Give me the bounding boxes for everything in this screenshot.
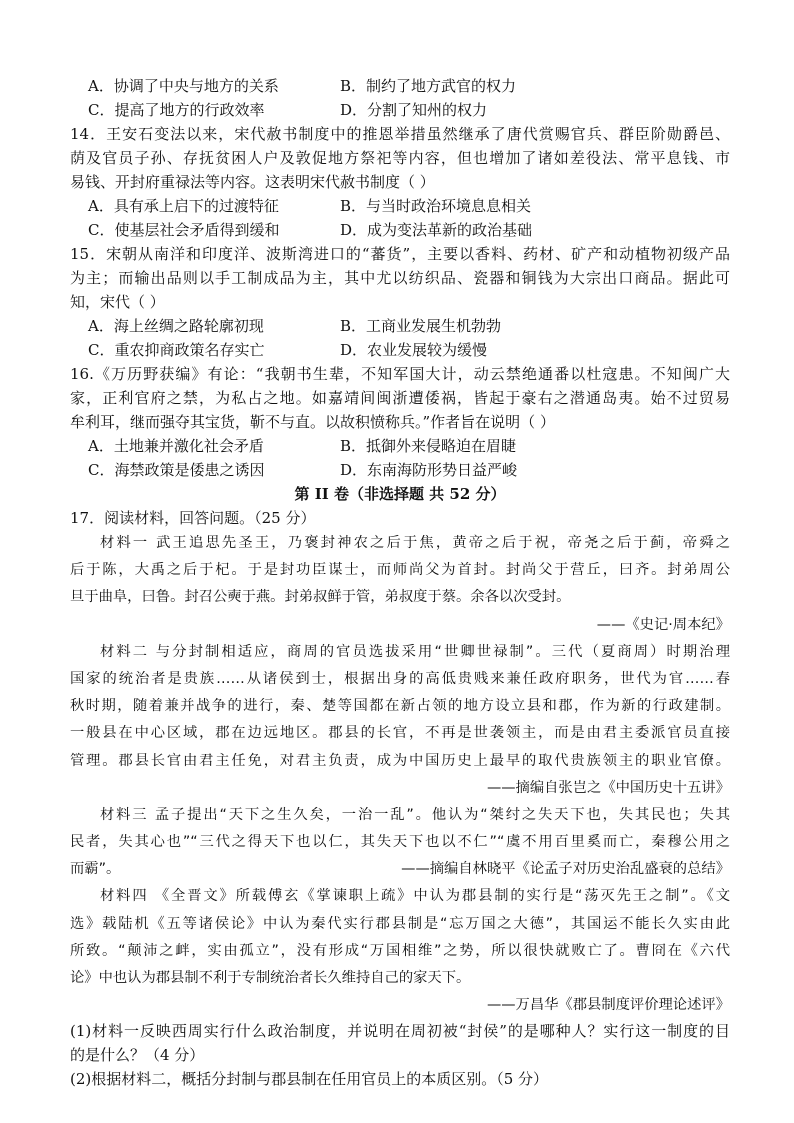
material-1-line: 后于陈，大禹之后于杞。于是封功臣谋士，而师尚父为首封。封尚父于营丘，曰齐。封弟周公 bbox=[70, 562, 730, 579]
q15-stem-line: 知，宋代（ ） bbox=[70, 293, 165, 311]
q14-option-c: C．使基层社会矛盾得到缓和 bbox=[88, 221, 280, 239]
section-title: 第 II 卷（非选择题 共 52 分） bbox=[294, 485, 506, 503]
q16-stem-line: 牟利耳，继而强夺其宝货，靳不与直。以故积愤称兵。”作者旨在说明（ ） bbox=[70, 413, 555, 431]
material-2-line: 秋时期，随着兼并战争的进行，秦、楚等国都在新占领的地方设立县和郡，作为新的行政建制。 bbox=[70, 698, 730, 715]
material-2-line: 国家的统治者是贵族……从诸侯到士，根据出身的高低贵贱来兼任政府职务，世代为官……春 bbox=[70, 670, 730, 687]
q16-options-row-2 bbox=[70, 458, 730, 482]
q16-option-a: A．土地兼并激化社会矛盾 bbox=[88, 437, 264, 455]
q14-stem-line: 易钱、开封府重禄法等内容。这表明宋代赦书制度（ ） bbox=[70, 173, 435, 191]
material-2-line: 管理。郡县长官由君主任免，对君主负责，成为中国历史上最早的取代贵族领主的职业官僚。 bbox=[70, 752, 730, 769]
q16-options-row-1 bbox=[70, 434, 730, 458]
q13-options-row-1 bbox=[70, 74, 730, 98]
q13-option-b: B．制约了地方武官的权力 bbox=[340, 77, 517, 95]
q16-option-c: C．海禁政策是倭患之诱因 bbox=[88, 461, 265, 479]
q16-option-b: B．抵御外来侵略迫在眉睫 bbox=[340, 437, 517, 455]
material-2-line: 一般县在中心区域，郡在边远地区。郡县的长官，不再是世袭领主，而是由君主委派官员直接 bbox=[70, 725, 730, 742]
material-4-line: 论》中也认为郡县制不利于专制统治者长久维持自己的家天下。 bbox=[70, 970, 471, 986]
exam-page bbox=[70, 74, 730, 1091]
material-4-source: ——万昌华《郡县制度评价理论述评》 bbox=[486, 997, 730, 1014]
q17-sub2: (2)根据材料二，概括分封制与郡县制在任用官员上的本质区别。（5 分） bbox=[70, 1070, 549, 1089]
q16-stem-line: 家，正利官府之禁，为私占之地。如嘉靖间闽浙遭倭祸，皆起于豪右之潜通岛夷。始不过贸易 bbox=[70, 389, 730, 407]
material-3-last-row bbox=[70, 856, 730, 883]
material-3-source: ——摘编自林晓平《论孟子对历史治乱盛衰的总结》 bbox=[401, 861, 730, 878]
q16-option-d: D．东南海防形势日益严峻 bbox=[340, 461, 518, 479]
material-2-line: 材料二 与分封制相适应，商周的官员选拔采用“世卿世禄制”。三代（夏商周）时期治理 bbox=[100, 643, 730, 660]
q15-stem-line: 为主；而输出品则以手工制成品为主，其中尤以纺织品、瓷器和铜钱为大宗出口商品。据此可 bbox=[70, 269, 730, 287]
q14-stem-line: 荫及官员子孙、存抚贫困人户及敦促地方祭祀等内容，但也增加了诸如差役法、常平息钱、市 bbox=[70, 149, 730, 167]
material-3-line: 而霸”。 bbox=[70, 861, 121, 878]
material-2-source: ——摘编自张岂之《中国历史十五讲》 bbox=[486, 779, 730, 796]
q15-stem-line: 15．宋朝从南洋和印度洋、波斯湾进口的“蕃货”，主要以香料、药材、矿产和动植物初级产品 bbox=[70, 245, 730, 263]
q15-option-b: B．工商业发展生机勃勃 bbox=[340, 317, 502, 335]
q15-option-d: D．农业发展较为缓慢 bbox=[340, 341, 488, 359]
material-4-line: 所致。“颠沛之衅，实由孤立”，没有形成“万国相维”之势，所以很快就败亡了。曹冏在《六代 bbox=[70, 942, 730, 959]
q14-options-row-2 bbox=[70, 218, 730, 242]
q13-option-a: A．协调了中央与地方的关系 bbox=[88, 77, 279, 95]
material-4-line: 选》载陆机《五等诸侯论》中认为秦代实行郡县制是“忘万国之大德”，其国运不能长久实由此 bbox=[70, 915, 730, 932]
q15-options-row-1 bbox=[70, 314, 730, 338]
material-3-line: 民者，失其心也”“三代之得天下也以仁，其失天下也以不仁”“虞不用百里奚而亡，秦穆公用之 bbox=[70, 834, 730, 851]
q16-stem-line: 16.《万历野获编》有论：“我朝书生辈，不知军国大计，动云禁绝通番以杜寇患。不知闽广大 bbox=[70, 365, 730, 383]
material-1-line: 材料一 武王追思先圣王，乃褒封神农之后于焦，黄帝之后于祝，帝尧之后于蓟，帝舜之 bbox=[100, 535, 730, 551]
q14-option-d: D．成为变法革新的政治基础 bbox=[340, 221, 533, 239]
q14-options-row-1 bbox=[70, 194, 730, 218]
material-1-source: ——《史记·周本纪》 bbox=[596, 616, 730, 633]
q17-sub1-line: 的是什么？（4 分） bbox=[70, 1046, 205, 1065]
q13-option-d: D．分割了知州的权力 bbox=[340, 101, 488, 119]
q13-option-c: C．提高了地方的行政效率 bbox=[88, 101, 265, 119]
q17-sub1-line: (1)材料一反映西周实行什么政治制度，并说明在周初被“封侯”的是哪种人？实行这一制度的目 bbox=[70, 1022, 730, 1041]
q14-option-a: A．具有承上启下的过渡特征 bbox=[88, 197, 279, 215]
q15-option-a: A．海上丝绸之路轮廓初现 bbox=[88, 317, 264, 335]
material-1-line: 旦于曲阜，曰鲁。封召公奭于燕。封弟叔鲜于管，弟叔度于蔡。余各以次受封。 bbox=[70, 589, 571, 606]
q13-options-row-2 bbox=[70, 98, 730, 122]
q15-options-row-2 bbox=[70, 338, 730, 362]
material-4-line: 材料四 《全晋文》所载傅玄《掌谏职上疏》中认为郡县制的实行是“荡灭先王之制”。《文 bbox=[100, 888, 730, 905]
material-3-line: 材料三 孟子提出“天下之生久矣，一治一乱”。他认为“桀纣之失天下也，失其民也；失其 bbox=[100, 806, 730, 823]
q17-intro: 17．阅读材料，回答问题。（25 分） bbox=[70, 509, 316, 527]
q14-stem-line: 14．王安石变法以来，宋代赦书制度中的推恩举措虽然继承了唐代赏赐官兵、群臣阶勋爵邑、 bbox=[70, 125, 730, 143]
q14-option-b: B．与当时政治环境息息相关 bbox=[340, 197, 532, 215]
q15-option-c: C．重农抑商政策名存实亡 bbox=[88, 341, 265, 359]
